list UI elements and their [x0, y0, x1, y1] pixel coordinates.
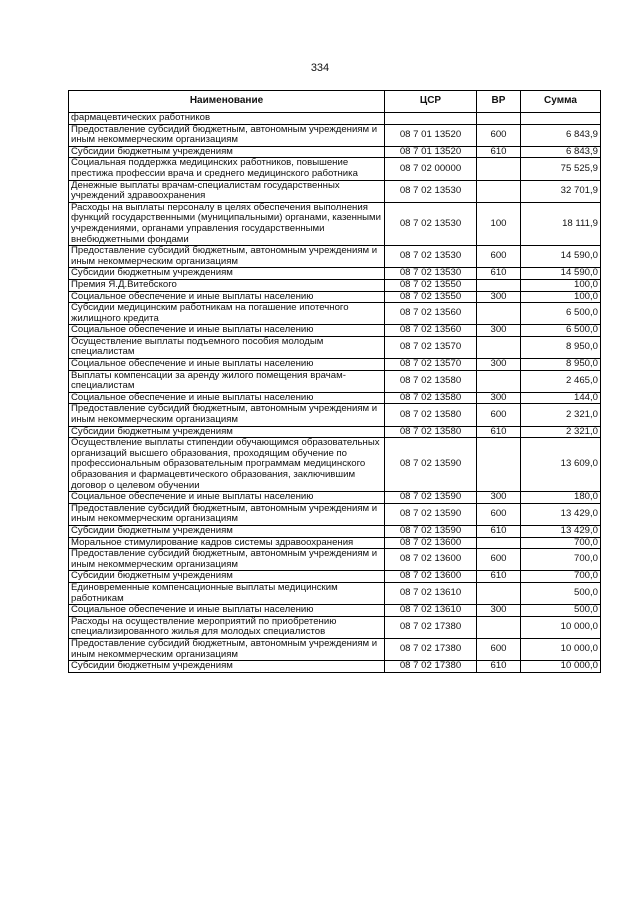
row-vr: 300 [477, 392, 521, 404]
row-sum: 144,0 [521, 392, 601, 404]
row-vr: 100 [477, 202, 521, 245]
table-row [69, 503, 601, 525]
row-name: Субсидии бюджетным учреждениям [69, 426, 385, 438]
row-name: Расходы на выплаты персоналу в целях обеспечения выполнения функций государственными (муниципальными) органами, казенными учреждениями, органами управления государственными внебюджетными фондами [69, 202, 385, 245]
row-csr: 08 7 02 00000 [385, 158, 477, 180]
row-vr: 600 [477, 124, 521, 146]
row-csr: 08 7 02 13570 [385, 336, 477, 358]
header-vr: ВР [477, 91, 521, 113]
row-name: Субсидии бюджетным учреждениям [69, 525, 385, 537]
row-name: Предоставление субсидий бюджетным, автономным учреждениям и иным некоммерческим организациям [69, 246, 385, 268]
row-name: Расходы на осуществление мероприятий по приобретению специализированного жилья для молодых специалистов [69, 616, 385, 638]
row-csr: 08 7 01 13520 [385, 124, 477, 146]
table-row [69, 370, 601, 392]
table-row [69, 146, 601, 158]
row-csr: 08 7 02 13590 [385, 503, 477, 525]
row-sum: 32 701,9 [521, 180, 601, 202]
table-row [69, 303, 601, 325]
row-vr [477, 438, 521, 492]
row-vr: 300 [477, 325, 521, 337]
header-name: Наименование [69, 91, 385, 113]
table-row [69, 638, 601, 660]
row-csr: 08 7 02 13560 [385, 303, 477, 325]
row-csr: 08 7 02 13600 [385, 571, 477, 583]
row-sum: 2 321,0 [521, 426, 601, 438]
row-vr [477, 370, 521, 392]
row-vr: 600 [477, 549, 521, 571]
row-csr: 08 7 02 13590 [385, 438, 477, 492]
row-sum: 500,0 [521, 605, 601, 617]
table-row [69, 616, 601, 638]
row-name: Предоставление субсидий бюджетным, автономным учреждениям и иным некоммерческим организациям [69, 404, 385, 426]
budget-table [68, 90, 601, 673]
row-name: Социальное обеспечение и иные выплаты населению [69, 392, 385, 404]
row-csr: 08 7 01 13520 [385, 146, 477, 158]
row-vr: 610 [477, 426, 521, 438]
row-sum: 6 843,9 [521, 146, 601, 158]
table-row [69, 124, 601, 146]
row-csr: 08 7 02 13580 [385, 392, 477, 404]
row-sum: 6 500,0 [521, 325, 601, 337]
row-sum: 14 590,0 [521, 268, 601, 280]
row-sum: 500,0 [521, 582, 601, 604]
row-csr: 08 7 02 13530 [385, 268, 477, 280]
row-name: Социальное обеспечение и иные выплаты населению [69, 359, 385, 371]
row-vr [477, 303, 521, 325]
row-csr: 08 7 02 13580 [385, 404, 477, 426]
row-name: Субсидии бюджетным учреждениям [69, 571, 385, 583]
table-header-row [69, 91, 601, 113]
row-csr: 08 7 02 13530 [385, 180, 477, 202]
table-row [69, 113, 601, 125]
table-row [69, 246, 601, 268]
row-csr: 08 7 02 13550 [385, 279, 477, 291]
table-row [69, 325, 601, 337]
row-vr: 610 [477, 571, 521, 583]
row-name: Социальная поддержка медицинских работников, повышение престижа профессии врача и среднего медицинского работника [69, 158, 385, 180]
table-row [69, 661, 601, 673]
row-name: Социальное обеспечение и иные выплаты населению [69, 325, 385, 337]
row-csr: 08 7 02 13610 [385, 582, 477, 604]
row-vr [477, 158, 521, 180]
row-vr: 610 [477, 661, 521, 673]
row-name: Предоставление субсидий бюджетным, автономным учреждениям и иным некоммерческим организациям [69, 549, 385, 571]
row-vr: 300 [477, 605, 521, 617]
row-name: Денежные выплаты врачам-специалистам государственных учреждений здравоохранения [69, 180, 385, 202]
row-name: Субсидии бюджетным учреждениям [69, 146, 385, 158]
row-csr: 08 7 02 13550 [385, 291, 477, 303]
row-vr: 600 [477, 246, 521, 268]
row-csr: 08 7 02 13560 [385, 325, 477, 337]
row-sum: 6 500,0 [521, 303, 601, 325]
table-row [69, 549, 601, 571]
row-csr [385, 113, 477, 125]
row-sum: 2 465,0 [521, 370, 601, 392]
row-csr: 08 7 02 17380 [385, 661, 477, 673]
row-name: Социальное обеспечение и иные выплаты населению [69, 605, 385, 617]
row-csr: 08 7 02 13570 [385, 359, 477, 371]
table-row [69, 582, 601, 604]
row-vr [477, 180, 521, 202]
row-name: Осуществление выплаты подъемного пособия молодым специалистам [69, 336, 385, 358]
table-row [69, 279, 601, 291]
row-sum: 13 429,0 [521, 503, 601, 525]
row-csr: 08 7 02 17380 [385, 616, 477, 638]
row-name: Единовременные компенсационные выплаты медицинским работникам [69, 582, 385, 604]
table-row [69, 537, 601, 549]
table-row [69, 291, 601, 303]
row-sum: 18 111,9 [521, 202, 601, 245]
table-row [69, 571, 601, 583]
table-row [69, 605, 601, 617]
row-csr: 08 7 02 13590 [385, 492, 477, 504]
row-csr: 08 7 02 13530 [385, 246, 477, 268]
row-name: Осуществление выплаты стипендии обучающимся образовательных организаций высшего образования, проходящим обучение по профессиональным образовательным программам медицинского образования и фармацевтического образования, заключившим договор о целевом обучении [69, 438, 385, 492]
row-csr: 08 7 02 13590 [385, 525, 477, 537]
table-row [69, 392, 601, 404]
row-name: Предоставление субсидий бюджетным, автономным учреждениям и иным некоммерческим организациям [69, 124, 385, 146]
row-csr: 08 7 02 13580 [385, 370, 477, 392]
row-name: Предоставление субсидий бюджетным, автономным учреждениям и иным некоммерческим организациям [69, 638, 385, 660]
page-number: 334 [310, 62, 330, 74]
table-row [69, 180, 601, 202]
row-sum: 2 321,0 [521, 404, 601, 426]
row-sum: 700,0 [521, 537, 601, 549]
table-row [69, 525, 601, 537]
row-sum: 6 843,9 [521, 124, 601, 146]
table-row [69, 336, 601, 358]
row-vr [477, 582, 521, 604]
row-vr: 600 [477, 638, 521, 660]
row-sum: 10 000,0 [521, 661, 601, 673]
row-vr: 600 [477, 503, 521, 525]
table-row [69, 158, 601, 180]
row-vr: 610 [477, 268, 521, 280]
row-sum: 75 525,9 [521, 158, 601, 180]
row-name: фармацевтических работников [69, 113, 385, 125]
table-row [69, 426, 601, 438]
row-vr [477, 616, 521, 638]
row-sum: 8 950,0 [521, 336, 601, 358]
row-sum: 13 429,0 [521, 525, 601, 537]
row-sum: 700,0 [521, 549, 601, 571]
row-csr: 08 7 02 13530 [385, 202, 477, 245]
row-vr: 600 [477, 404, 521, 426]
row-vr: 610 [477, 525, 521, 537]
row-vr [477, 279, 521, 291]
table-row [69, 268, 601, 280]
table-row [69, 359, 601, 371]
row-vr [477, 537, 521, 549]
row-vr [477, 113, 521, 125]
header-csr: ЦСР [385, 91, 477, 113]
row-csr: 08 7 02 13600 [385, 549, 477, 571]
row-sum: 14 590,0 [521, 246, 601, 268]
row-sum: 13 609,0 [521, 438, 601, 492]
row-vr: 300 [477, 291, 521, 303]
row-name: Премия Я.Д.Витебского [69, 279, 385, 291]
row-name: Субсидии бюджетным учреждениям [69, 661, 385, 673]
row-sum: 180,0 [521, 492, 601, 504]
row-vr: 610 [477, 146, 521, 158]
row-sum: 100,0 [521, 279, 601, 291]
row-name: Социальное обеспечение и иные выплаты населению [69, 291, 385, 303]
header-sum: Сумма [521, 91, 601, 113]
row-vr: 300 [477, 359, 521, 371]
row-csr: 08 7 02 13600 [385, 537, 477, 549]
row-csr: 08 7 02 17380 [385, 638, 477, 660]
row-name: Моральное стимулирование кадров системы здравоохранения [69, 537, 385, 549]
row-sum: 700,0 [521, 571, 601, 583]
table-row [69, 438, 601, 492]
row-csr: 08 7 02 13610 [385, 605, 477, 617]
row-sum: 8 950,0 [521, 359, 601, 371]
row-sum: 100,0 [521, 291, 601, 303]
row-sum: 10 000,0 [521, 616, 601, 638]
row-vr: 300 [477, 492, 521, 504]
table-row [69, 492, 601, 504]
row-sum [521, 113, 601, 125]
row-name: Предоставление субсидий бюджетным, автономным учреждениям и иным некоммерческим организациям [69, 503, 385, 525]
row-name: Выплаты компенсации за аренду жилого помещения врачам-специалистам [69, 370, 385, 392]
row-name: Субсидии медицинским работникам на погашение ипотечного жилищного кредита [69, 303, 385, 325]
row-name: Социальное обеспечение и иные выплаты населению [69, 492, 385, 504]
table-row [69, 404, 601, 426]
table-row [69, 202, 601, 245]
row-name: Субсидии бюджетным учреждениям [69, 268, 385, 280]
row-sum: 10 000,0 [521, 638, 601, 660]
table-body [69, 113, 601, 673]
row-vr [477, 336, 521, 358]
row-csr: 08 7 02 13580 [385, 426, 477, 438]
